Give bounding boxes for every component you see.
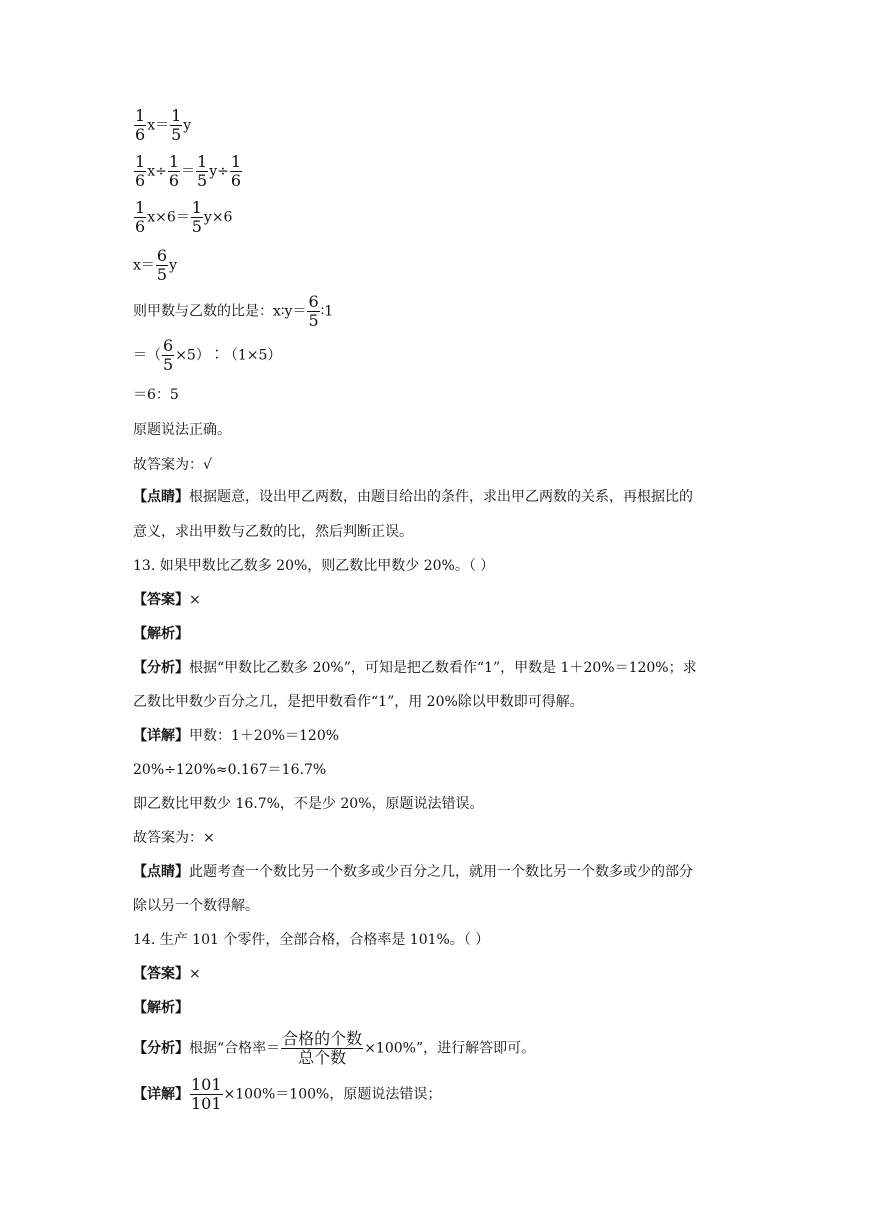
ratio-text: ×5）∶（1×5） xyxy=(175,347,282,364)
dianjing-13-line-2: 除以另一个数得解。 xyxy=(133,898,259,914)
answer-12: 故答案为：√ xyxy=(133,457,212,473)
fraction: $\frac{101}{101}$ xyxy=(191,1075,222,1113)
xiangjie-tag: 【详解】 xyxy=(133,1086,189,1103)
fenxi-tag: 【分析】 xyxy=(133,660,189,676)
equation-text: y×6 xyxy=(203,209,233,226)
equation-text: ＝ xyxy=(181,163,196,180)
fenxi-tag: 【分析】 xyxy=(133,1040,189,1057)
answer-13 xyxy=(133,590,201,610)
answer-13-final: 故答案为：× xyxy=(133,830,215,846)
xiangjie-text: ×100%＝100%，原题说法错误； xyxy=(223,1086,442,1103)
answer-value: × xyxy=(189,966,201,982)
equation-text: y xyxy=(183,117,192,134)
xiangjie-13 xyxy=(133,726,339,746)
question-14: 14. 生产 101 个零件，全部合格，合格率是 101%。（ ） xyxy=(133,932,490,948)
fraction: $\frac{6}{5}$ xyxy=(163,336,174,374)
dianjing-13-line-1 xyxy=(133,862,693,882)
dianjing-12-line-1 xyxy=(133,487,693,507)
dianjing-12-line-2: 意义，求出甲数与乙数的比，然后判断正误。 xyxy=(133,524,413,540)
ratio-text: ＝（ xyxy=(133,347,161,364)
equation-text: x＝ xyxy=(147,117,170,134)
question-13: 13. 如果甲数比乙数多 20%，则乙数比甲数少 20%。（ ） xyxy=(133,558,495,574)
fraction: $\frac{1}{6}$ xyxy=(135,152,146,190)
equation-text: x＝ xyxy=(133,257,155,274)
answer-value: × xyxy=(189,592,201,608)
xiangjie-tag: 【详解】 xyxy=(133,728,189,744)
equation-line-3 xyxy=(133,199,232,236)
ratio-text: ∶1 xyxy=(320,303,334,320)
fraction: $\frac{1}{6}$ xyxy=(135,106,146,144)
xiangjie-text: 甲数：1＋20%＝120% xyxy=(189,728,340,744)
ratio-line xyxy=(133,293,333,330)
answer-tag: 【答案】 xyxy=(133,592,189,608)
equation-line-2 xyxy=(133,153,243,190)
fenxi-13-line-1 xyxy=(133,658,697,678)
equation-text: y÷ xyxy=(209,163,229,180)
equation-line-1 xyxy=(133,107,191,144)
equation-text: x÷ xyxy=(147,163,167,180)
equation-line-4 xyxy=(133,247,177,284)
fraction: $\frac{1}{5}$ xyxy=(171,106,182,144)
jiexi-13: 【解析】 xyxy=(133,626,189,642)
result-13: 即乙数比甲数少 16.7%，不是少 20%，原题说法错误。 xyxy=(133,796,484,812)
equation-text: y xyxy=(169,257,178,274)
fraction: $\frac{\text{合格的个数}}{\text{总个数}}$ xyxy=(282,1029,363,1067)
fraction: $\frac{1}{6}$ xyxy=(135,198,146,236)
fraction: $\frac{1}{6}$ xyxy=(230,152,242,190)
calc-13: 20%÷120%≈0.167＝16.7% xyxy=(133,762,327,778)
answer-14 xyxy=(133,964,201,984)
answer-tag: 【答案】 xyxy=(133,966,189,982)
fraction: $\frac{1}{5}$ xyxy=(197,152,208,190)
fenxi-text: ×100%”，进行解答即可。 xyxy=(364,1040,536,1057)
xiangjie-14 xyxy=(133,1076,441,1113)
equation-text: x×6＝ xyxy=(147,209,190,226)
ratio-line-3: ＝6：5 xyxy=(133,387,179,403)
dianjing-tag: 【点睛】 xyxy=(133,864,189,880)
jiexi-14: 【解析】 xyxy=(133,1000,189,1016)
conclusion-12: 原题说法正确。 xyxy=(133,422,231,438)
dianjing-text: 此题考查一个数比另一个数多或少百分之几，就用一个数比另一个数多或少的部分 xyxy=(189,864,693,880)
fraction: $\frac{1}{6}$ xyxy=(168,152,180,190)
fenxi-13-line-2: 乙数比甲数少百分之几，是把甲数看作“1”，用 20%除以甲数即可得解。 xyxy=(133,694,584,710)
fraction: $\frac{1}{5}$ xyxy=(191,198,202,236)
fraction: $\frac{6}{5}$ xyxy=(156,246,168,284)
ratio-line-2 xyxy=(133,337,281,374)
fenxi-text: 根据“合格率＝ xyxy=(189,1040,281,1057)
fenxi-text: 根据“甲数比乙数多 20%”，可知是把乙数看作“1”，甲数是 1＋20%＝120%；求 xyxy=(189,660,697,676)
fraction: $\frac{6}{5}$ xyxy=(308,292,319,330)
dianjing-tag: 【点睛】 xyxy=(133,489,189,505)
dianjing-text: 根据题意，设出甲乙两数，由题目给出的条件，求出甲乙两数的关系，再根据比的 xyxy=(189,489,693,505)
ratio-text: 则甲数与乙数的比是：x∶y＝ xyxy=(133,303,307,320)
fenxi-14 xyxy=(133,1030,535,1067)
